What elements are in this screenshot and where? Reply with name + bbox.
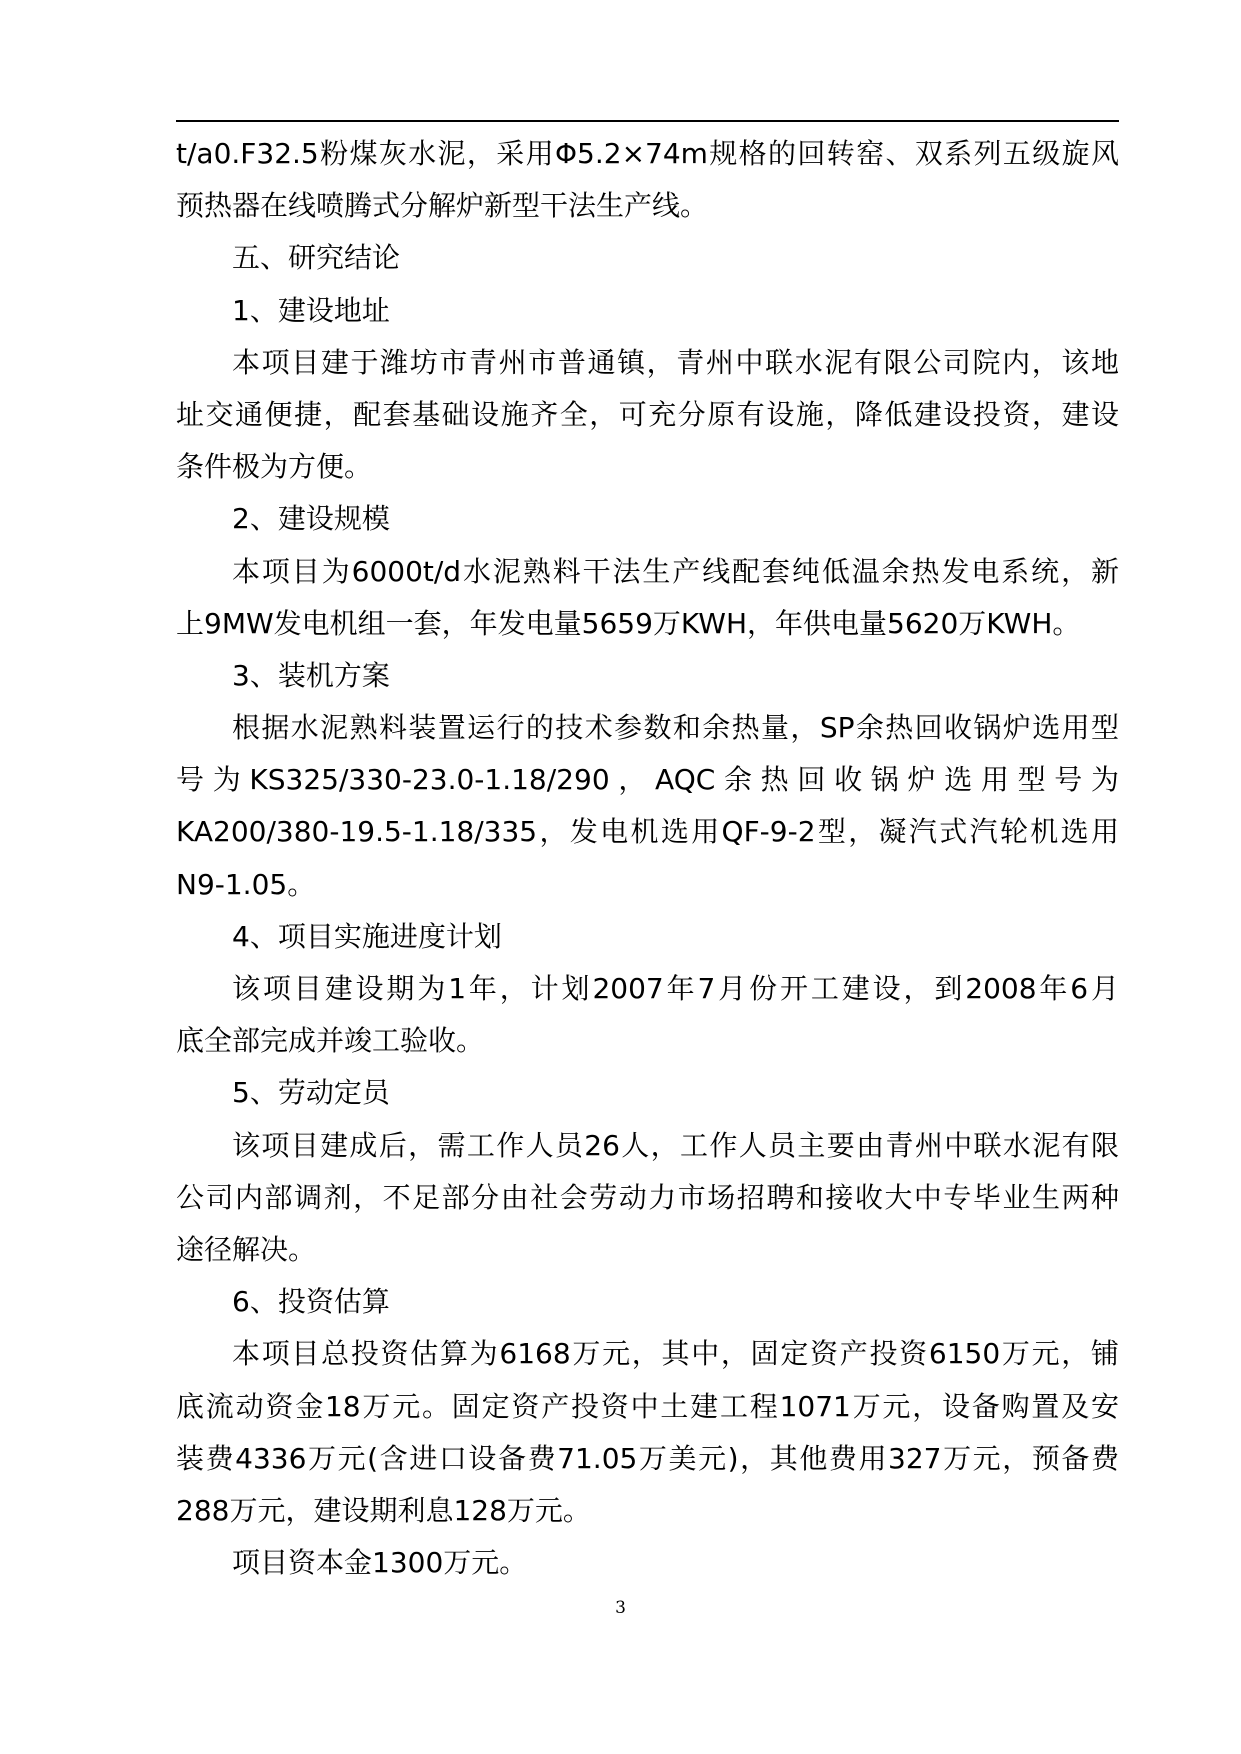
text-line: 该项目建成后，需工作人员26人，工作人员主要由青州中联水泥有限 xyxy=(232,1128,1119,1162)
subsection-heading: 1、建设地址 xyxy=(232,293,390,327)
text-line: 288万元，建设期利息128万元。 xyxy=(176,1493,591,1527)
text-line: 本项目为6000t/d水泥熟料干法生产线配套纯低温余热发电系统，新 xyxy=(232,554,1119,588)
text-line: 条件极为方便。 xyxy=(176,450,373,484)
document-body xyxy=(176,128,1119,1589)
text-line: 根据水泥熟料装置运行的技术参数和余热量，SP余热回收锅炉选用型 xyxy=(232,711,1119,745)
page-number: 3 xyxy=(615,1598,626,1618)
text-line: 底全部完成并竣工验收。 xyxy=(176,1024,485,1058)
text-line: 本项目建于潍坊市青州市普通镇，青州中联水泥有限公司院内，该地 xyxy=(232,345,1119,379)
header-rule xyxy=(176,120,1119,122)
subsection-heading: 6、投资估算 xyxy=(232,1285,390,1319)
subsection-heading: 3、装机方案 xyxy=(232,658,390,692)
text-line: 公司内部调剂，不足部分由社会劳动力市场招聘和接收大中专毕业生两种 xyxy=(176,1180,1119,1214)
text-line: N9-1.05。 xyxy=(176,867,316,901)
text-line: 预热器在线喷腾式分解炉新型干法生产线。 xyxy=(176,189,709,223)
subsection-heading: 4、项目实施进度计划 xyxy=(232,919,502,953)
text-line: 装费4336万元(含进口设备费71.05万美元)，其他费用327万元，预备费 xyxy=(176,1441,1119,1475)
text-line: t/a0.F32.5粉煤灰水泥，采用Φ5.2×74m规格的回转窑、双系列五级旋风 xyxy=(176,137,1119,170)
text-line: 底流动资金18万元。固定资产投资中土建工程1071万元，设备购置及安 xyxy=(176,1389,1119,1423)
section-heading: 五、研究结论 xyxy=(232,241,401,275)
text-line: 本项目总投资估算为6168万元，其中，固定资产投资6150万元，铺 xyxy=(232,1337,1119,1371)
subsection-heading: 5、劳动定员 xyxy=(232,1076,390,1110)
text-line: KA200/380-19.5-1.18/335，发电机选用QF-9-2型，凝汽式汽轮机选用 xyxy=(176,815,1119,849)
text-line: 址交通便捷，配套基础设施齐全，可充分原有设施，降低建设投资，建设 xyxy=(176,397,1119,431)
text-line: 上9MW发电机组一套，年发电量5659万KWH，年供电量5620万KWH。 xyxy=(176,606,1081,640)
subsection-heading: 2、建设规模 xyxy=(232,502,390,536)
text-line: 该项目建设期为1年，计划2007年7月份开工建设，到2008年6月 xyxy=(232,972,1119,1005)
text-line: 号为KS325/330-23.0-1.18/290，AQC余热回收锅炉选用型号为 xyxy=(176,763,1119,797)
text-line: 途径解决。 xyxy=(176,1232,317,1266)
text-line: 项目资本金1300万元。 xyxy=(232,1546,528,1580)
